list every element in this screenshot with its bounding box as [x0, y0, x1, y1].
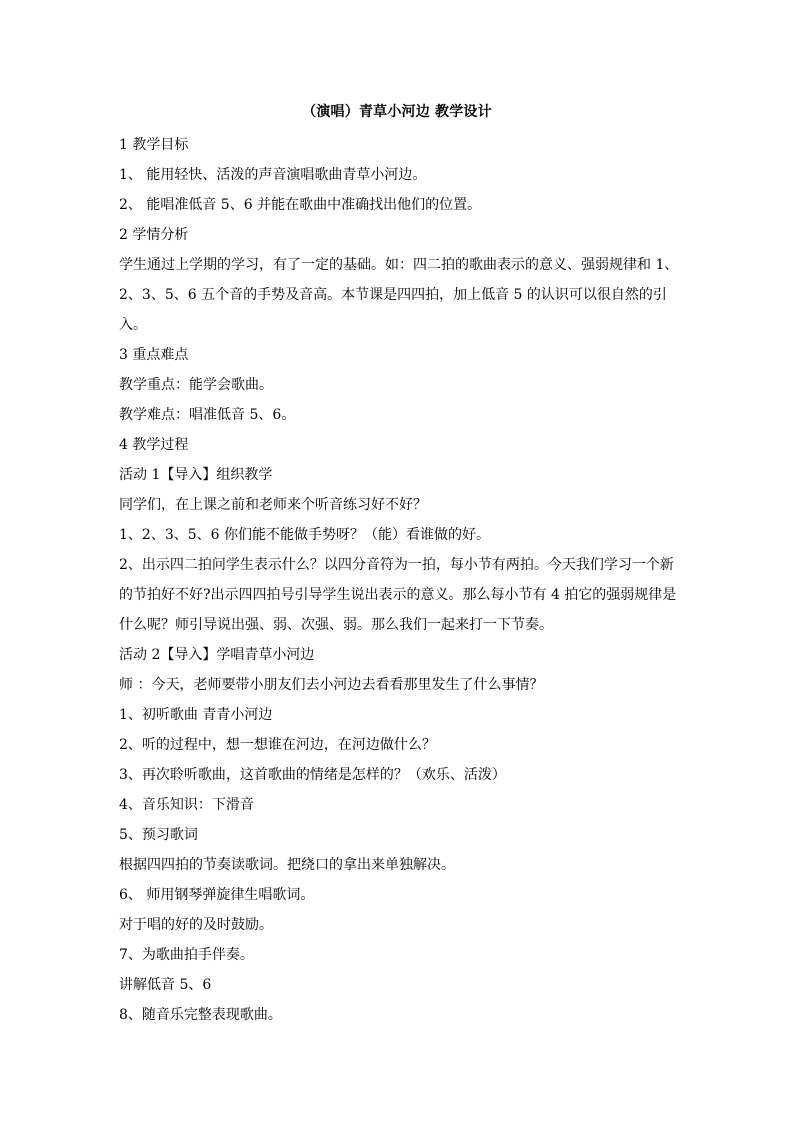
- activity-2-step-4: 4、音乐知识：下滑音: [119, 797, 254, 813]
- document-body: [119, 130, 681, 1030]
- activity-2-step-1: 1、初听歌曲 青青小河边: [119, 707, 273, 723]
- activity-2-step-3: 3、再次聆听歌曲，这首歌曲的情绪是怎样的？（欢乐、活泼）: [119, 767, 506, 783]
- keypoint-difficulty: 教学难点：唱准低音 5、6。: [119, 407, 296, 423]
- analysis-paragraph: 学生通过上学期的学习，有了一定的基础。如：四二拍的歌曲表示的意义、强弱规律和 1、2、3、5、6 五个音的手势及音高。本节课是四四拍，加上低音 5 的认识可以很自然的引入。: [119, 257, 679, 333]
- activity-2-step-5: 5、预习歌词: [119, 827, 198, 843]
- activity-2-step-2: 2、听的过程中，想一想谁在河边，在河边做什么？: [119, 737, 436, 753]
- activity-1-step-1: 1、2、3、5、6 你们能不能做手势呀？（能）看谁做的好。: [119, 527, 490, 543]
- section-heading-keypoints: 3 重点难点: [119, 347, 189, 363]
- document-title: （演唱）青草小河边 教学设计: [302, 104, 492, 120]
- objective-item-2: 2、 能唱准低音 5、6 并能在歌曲中准确找出他们的位置。: [119, 197, 482, 213]
- objective-item-1: 1、 能用轻快、活泼的声音演唱歌曲青草小河边。: [119, 167, 427, 183]
- activity-1-heading: 活动 1【导入】组织教学: [119, 467, 273, 483]
- activity-1-intro: 同学们，在上课之前和老师来个听音练习好不好？: [119, 497, 427, 513]
- activity-2-step-7: 7、为歌曲拍手伴奏。: [119, 947, 254, 963]
- section-heading-process: 4 教学过程: [119, 437, 189, 453]
- activity-2-step-5-detail: 根据四四拍的节奏读歌词。把绕口的拿出来单独解决。: [119, 857, 455, 873]
- activity-2-step-7-detail: 讲解低音 5、6: [119, 977, 212, 993]
- section-heading-objectives: 1 教学目标: [119, 137, 189, 153]
- activity-2-intro: 师 ：今天，老师要带小朋友们去小河边去看看那里发生了什么事情？: [119, 677, 544, 693]
- activity-2-step-6: 6、 师用钢琴弹旋律生唱歌词。: [119, 887, 315, 903]
- activity-2-heading: 活动 2【导入】学唱青草小河边: [119, 647, 315, 663]
- section-heading-analysis: 2 学情分析: [119, 227, 189, 243]
- activity-2-step-8: 8、随音乐完整表现歌曲。: [119, 1007, 282, 1023]
- keypoint-focus: 教学重点：能学会歌曲。: [119, 377, 273, 393]
- activity-1-step-2: 2、出示四二拍问学生表示什么？以四分音符为一拍，每小节有两拍。今天我们学习一个新的节拍好不好?出示四四拍号引导学生说出表示的意义。那么每小节有 4 拍它的强弱规律是什么呢？师引导说出强、弱、次强、弱。那么我们一起来打一下节奏。: [119, 557, 677, 633]
- activity-2-step-6-detail: 对于唱的好的及时鼓励。: [119, 917, 273, 933]
